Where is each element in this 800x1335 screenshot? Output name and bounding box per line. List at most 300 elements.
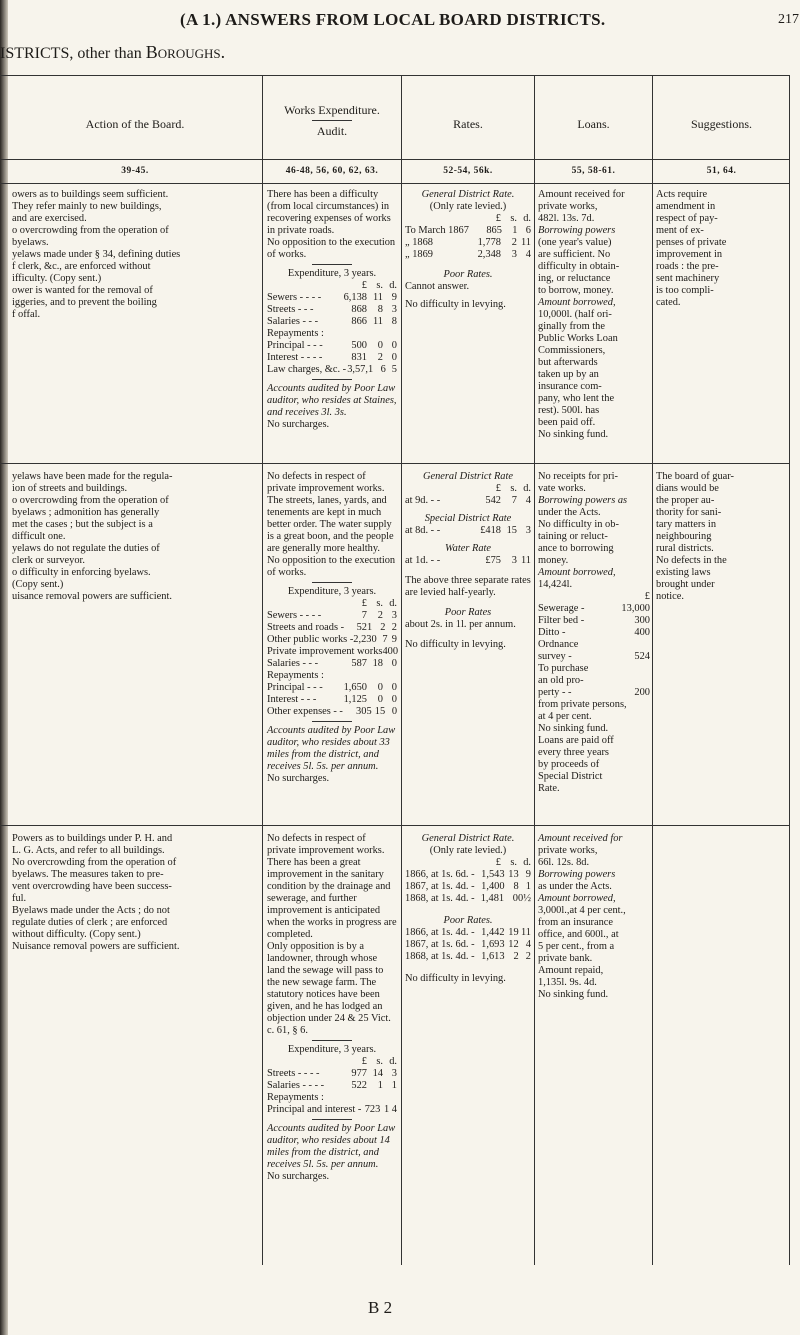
row1-action-line: iggeries, and to prevent the boiling	[12, 297, 157, 308]
row3-loans-line: 1,135l. 9s. 4d.	[538, 977, 597, 988]
row3-exp-item	[267, 1068, 397, 1080]
row3-works-rule	[312, 1040, 352, 1041]
rate-pence: 3	[525, 525, 531, 536]
row2-action-line: uisance removal powers are sufficient.	[12, 591, 172, 602]
row2-loans-line: every three years	[538, 747, 609, 758]
unit-pence: d.	[389, 1056, 397, 1067]
rate-label: „ 1868	[405, 237, 433, 248]
rate-pounds: 2,348	[477, 249, 501, 260]
exp-pence: 0	[391, 706, 398, 717]
ref-loans: 55, 58-61.	[571, 166, 616, 176]
row2-exp-units	[267, 598, 397, 610]
rate-label: 1866, at 1s. 4d. -	[405, 927, 475, 938]
row2-works-body: The streets, lanes, yards, and tenements are kept in much better order. The water supply is a great boon, and the people are generally more healthy.	[267, 495, 394, 554]
row2-action	[12, 471, 258, 603]
exp-pounds: 522	[351, 1080, 367, 1091]
row1-poor-title: Poor Rates.	[443, 269, 493, 280]
row1-loans-line: pany, who lent the	[538, 393, 615, 404]
row2-loans-line: taining or reluct-	[538, 531, 608, 542]
col-heading-works-top: Works Expenditure.	[284, 103, 380, 117]
col-heading-works-rule	[312, 120, 352, 121]
row1-loans-line: Public Works Loan	[538, 333, 618, 344]
row2-loans-line: No difficulty in ob-	[538, 519, 619, 530]
exp-label: Salaries - - -	[267, 316, 319, 327]
loan-label: Filter bed -	[538, 615, 585, 626]
loan-amount: 400	[634, 627, 650, 638]
exp-pounds: 1,125	[343, 694, 367, 705]
row2-action-line: clerk or surveyor.	[12, 555, 85, 566]
row1-rates-units	[405, 213, 531, 225]
row3-works-intro: No defects in respect of private improvement works.	[267, 833, 385, 856]
rate-label: at 8d. - -	[405, 525, 441, 536]
exp-pounds: 977	[351, 1068, 367, 1079]
exp-label: Repayments :	[267, 670, 324, 681]
row1-sugg-line: cated.	[656, 297, 681, 308]
rate-label: at 1d. - -	[405, 555, 441, 566]
row2-exp-item	[267, 658, 397, 670]
row2-loans-line: Amount borrowed,	[538, 567, 616, 578]
col-divider-1	[262, 75, 263, 1265]
exp-pence: 0	[391, 352, 397, 363]
col-divider-4	[652, 75, 653, 1265]
row3-loans-line: Amount borrowed,	[538, 893, 616, 904]
row2-sugg-line: thority for sani-	[656, 507, 722, 518]
subtitle-emph: Boroughs.	[145, 42, 226, 62]
row2-water-title: Water Rate	[444, 543, 492, 554]
row3-action-line: regulate duties of clerk ; are enforced	[12, 917, 168, 928]
exp-label: Sewers - - - -	[267, 292, 322, 303]
exp-pence: 2	[391, 622, 397, 633]
row2-sugg-line: No defects in the	[656, 555, 727, 566]
exp-pence: 4	[391, 1104, 397, 1115]
row1-sugg-line: is too compli-	[656, 285, 714, 296]
rate-pence: 1	[525, 881, 531, 892]
exp-shillings: 1	[384, 1104, 390, 1115]
row1-rates-title: General District Rate.	[421, 189, 515, 200]
row1-action-line: f offal.	[12, 309, 41, 320]
row3-action-line: No overcrowding from the operation of	[12, 857, 177, 868]
row1-rates	[405, 189, 531, 311]
row1-works-rule	[312, 264, 352, 265]
col-divider-3	[534, 75, 535, 1265]
rate-pounds: 1,778	[477, 237, 501, 248]
rate-pounds: 1,543	[481, 869, 505, 880]
row2-loan-unit	[538, 591, 650, 603]
row2-works	[267, 471, 397, 785]
exp-shillings: 0	[377, 694, 383, 705]
row2-loans-line: No receipts for pri-	[538, 471, 618, 482]
exp-pence: 9	[391, 634, 397, 645]
exp-shillings: 11	[372, 292, 383, 303]
row1-works-intro: There has been a difficulty (from local circumstances) in recovering expenses of works in private roads.	[267, 189, 391, 236]
ref-suggestions: 51, 64.	[706, 166, 737, 176]
row3-exp-units	[267, 1056, 397, 1068]
row1-action-line: yelaws made under § 34, defining duties	[12, 249, 181, 260]
row2-loans-line: 14,424l.	[538, 579, 573, 590]
exp-pounds: 1,650	[343, 682, 367, 693]
exp-pounds: 868	[351, 304, 367, 315]
row2-exp-item	[267, 646, 397, 658]
row1-loans	[538, 189, 650, 441]
row3-loans-line: No sinking fund.	[538, 989, 609, 1000]
row2-loan-item	[538, 675, 650, 687]
rate-pounds: 1,442	[481, 927, 505, 938]
exp-label: Principal - - -	[267, 340, 323, 351]
exp-pence: 0	[391, 340, 397, 351]
row2-loans-line: Loans are paid off	[538, 735, 614, 746]
rate-pence: 4	[525, 939, 531, 950]
row2-loans-line: from private persons,	[538, 699, 627, 710]
exp-pence: 3	[391, 304, 397, 315]
row2-sugg-line: dians would be	[656, 483, 719, 494]
rate-label: at 9d. - -	[405, 495, 441, 506]
row2-action-line: (Copy sent.)	[12, 579, 64, 590]
exp-shillings: 2	[377, 610, 383, 621]
rate-shillings: 15	[506, 525, 517, 536]
row1-sugg-line: roads : the pre-	[656, 261, 719, 272]
row3-loans-line: 3,000l.,at 4 per cent.,	[538, 905, 626, 916]
row1-loans-line: ing, or reluctance	[538, 273, 611, 284]
row3-exp-title: Expenditure, 3 years.	[287, 1044, 377, 1055]
row1-surcharge: No surcharges.	[267, 419, 330, 430]
rate-label: 1866, at 1s. 6d. -	[405, 869, 475, 880]
row3-rates-diff: No difficulty in levying.	[405, 973, 506, 984]
exp-pounds: 4	[382, 646, 388, 657]
col-divider-2	[401, 75, 402, 1265]
page-title: (A 1.) ANSWERS FROM LOCAL BOARD DISTRICTS.	[180, 10, 606, 29]
row1-loans-line: difficulty in obtain-	[538, 261, 620, 272]
loan-amount: 13,000	[621, 603, 650, 614]
exp-label: Private improvement works	[267, 646, 383, 657]
rate-pounds: 865	[486, 225, 502, 236]
unit-pence: d.	[523, 213, 531, 224]
row2-loans	[538, 471, 650, 795]
row1-loans-line: taken up by an	[538, 369, 599, 380]
row2-loan-item	[538, 651, 650, 663]
row2-rate-item	[405, 555, 531, 567]
row2-exp-item	[267, 694, 397, 706]
exp-pounds: 500	[351, 340, 367, 351]
ref-action: 39-45.	[121, 166, 149, 176]
row1-loans-line: Commissioners,	[538, 345, 606, 356]
row2-poor-title: Poor Rates	[444, 607, 492, 618]
exp-shillings: 0	[377, 682, 383, 693]
row2-action-line: ion of streets and buildings.	[12, 483, 128, 494]
loan-amount: 524	[634, 651, 650, 662]
row3-works	[267, 833, 397, 1183]
rate-label: 1868, at 1s. 4d. -	[405, 951, 475, 962]
exp-label: Principal - - -	[267, 682, 323, 693]
row2-audit: Accounts audited by Poor Law auditor, who resides about 33 miles from the district, and receives 5l. 5s. per annum.	[267, 725, 396, 772]
exp-pounds: 521	[356, 622, 373, 633]
row1-rate-item	[405, 237, 531, 249]
exp-shillings: 1	[377, 1080, 383, 1091]
row2-works-rule	[312, 582, 352, 583]
subtitle-prefix: ISTRICTS, other than	[0, 45, 146, 62]
row2-loan-item	[538, 639, 650, 651]
row1-exp-item	[267, 352, 397, 364]
row1-sugg-line: improvement in	[656, 249, 723, 260]
rate-pence: 4	[525, 249, 531, 260]
row1-works-rule-2	[312, 379, 352, 380]
row3-poor-item	[405, 951, 531, 963]
row1-rate-item	[405, 225, 531, 237]
row2-poor-text: about 2s. in 1l. per annum.	[405, 619, 516, 630]
rate-shillings: 1	[512, 225, 518, 236]
rate-shillings: 19	[508, 927, 519, 938]
row3-rate-item	[405, 869, 531, 881]
rate-label: 1868, at 1s. 4d. -	[405, 893, 475, 904]
row2-rates-units	[405, 483, 531, 495]
row2-surcharge: No surcharges.	[267, 773, 330, 784]
row1-exp-item	[267, 340, 397, 352]
exp-label: Salaries - - -	[267, 658, 319, 669]
rate-shillings: 13	[508, 869, 519, 880]
unit-pounds: £	[495, 213, 501, 224]
unit-pounds: £	[495, 857, 501, 868]
page-number: 217	[778, 12, 799, 27]
row2-loans-line: No sinking fund.	[538, 723, 609, 734]
row3-rates-sub: (Only rate levied.)	[429, 845, 507, 856]
rate-pounds: 542	[485, 495, 501, 506]
row2-exp-title: Expenditure, 3 years.	[287, 586, 377, 597]
row3-works-body: There has been a great improvement in the sanitary condition by the drainage and sewerage, and further improvement is anticipated when the works in progress are completed.	[267, 857, 397, 940]
row1-action-line: f clerk, &c., are enforced without	[12, 261, 151, 272]
ref-rates: 52-54, 56k.	[443, 166, 493, 176]
exp-pence: 0	[392, 646, 399, 657]
row2-loan-item	[538, 663, 650, 675]
row2-loans-line: Borrowing powers as	[538, 495, 628, 506]
row2-loans-line: vate works.	[538, 483, 586, 494]
rate-pounds: £75	[485, 555, 501, 566]
row2-exp-item	[267, 670, 397, 682]
rate-shillings: 12	[508, 939, 519, 950]
exp-shillings: 0	[377, 340, 383, 351]
exp-label: Other expenses - -	[267, 706, 343, 717]
row2-sugg-line: the proper au-	[656, 495, 715, 506]
row1-rate-item	[405, 249, 531, 261]
row2-sugg-line: neighbouring	[656, 531, 712, 542]
row2-sugg-line: rural districts.	[656, 543, 714, 554]
rate-pence: 11	[520, 927, 531, 938]
row2-action-line: o difficulty in enforcing byelaws.	[12, 567, 151, 578]
row1-exp-title: Expenditure, 3 years.	[287, 268, 377, 279]
row3-loans	[538, 833, 650, 1001]
loan-amount: 300	[634, 615, 650, 626]
row1-exp-item	[267, 304, 397, 316]
loan-label: survey -	[538, 651, 572, 662]
unit-shillings: s.	[376, 1056, 383, 1067]
row3-action-line: byelaws. The measures taken to pre-	[12, 869, 164, 880]
row2-rates-note: The above three separate rates are levied half-yearly.	[405, 575, 531, 598]
row1-rates-sub: (Only rate levied.)	[429, 201, 507, 212]
exp-pounds: 305	[356, 706, 372, 717]
rate-shillings: 8	[513, 881, 519, 892]
rate-label: To March 1867	[405, 225, 469, 236]
row3-loans-line: Borrowing powers	[538, 869, 616, 880]
col-heading-works-bottom: Audit.	[316, 124, 348, 138]
rate-pence: 0½	[518, 893, 531, 904]
row3-loans-line: Amount received for	[538, 833, 623, 844]
row3-poor-item	[405, 939, 531, 951]
exp-shillings: 15	[374, 706, 386, 717]
exp-label: Repayments :	[267, 1092, 324, 1103]
exp-pence: 5	[391, 364, 397, 375]
row1-action-line: ifficulty. (Copy sent.)	[12, 273, 102, 284]
unit-pence: d.	[389, 280, 397, 291]
row2-exp-item	[267, 622, 397, 634]
row1-sugg-line: amendment in	[656, 201, 716, 212]
row1-loans-line: 482l. 13s. 7d.	[538, 213, 595, 224]
row1-suggestions	[656, 189, 786, 309]
row3-poor-item	[405, 927, 531, 939]
row1-loans-line: private works,	[538, 201, 598, 212]
row1-loans-line: 10,000l. (half ori-	[538, 309, 612, 320]
row-rule-2	[0, 825, 790, 826]
row1-exp-units	[267, 280, 397, 292]
answers-table	[0, 75, 790, 1265]
unit-pounds: £	[361, 598, 367, 609]
ref-rule	[0, 183, 790, 184]
row1-loans-line: Amount received for	[538, 189, 625, 200]
exp-shillings: 6	[380, 364, 386, 375]
row3-action-line: Nuisance removal powers are sufficient.	[12, 941, 180, 952]
row1-loans-line: to borrow, money.	[538, 285, 614, 296]
row2-loans-line: ance to borrowing	[538, 543, 614, 554]
unit-shillings: s.	[376, 598, 383, 609]
rate-pounds: 1,400	[481, 881, 505, 892]
row2-action-line: byelaws ; admonition has generally	[12, 507, 160, 518]
row2-exp-item	[267, 706, 397, 718]
row3-poor-title: Poor Rates.	[443, 915, 493, 926]
row1-loans-line: been paid off.	[538, 417, 596, 428]
rate-label: 1867, at 1s. 6d. -	[405, 939, 475, 950]
row3-loans-line: private works,	[538, 845, 598, 856]
row3-exp-item	[267, 1080, 397, 1092]
exp-pence: 3	[391, 610, 397, 621]
row3-action-line: vent overcrowding have been success-	[12, 881, 172, 892]
row3-rate-item	[405, 893, 531, 905]
exp-label: Law charges, &c. -	[267, 364, 347, 375]
col-heading-suggestions: Suggestions.	[690, 117, 752, 131]
exp-label: Streets - - -	[267, 304, 314, 315]
row3-rates	[405, 833, 531, 985]
row2-loans-line: money.	[538, 555, 569, 566]
exp-pounds: 7	[361, 610, 367, 621]
exp-pounds: 723	[364, 1104, 381, 1115]
exp-label: Interest - - -	[267, 694, 317, 705]
row2-works-intro: No defects in respect of private improvement works.	[267, 471, 385, 494]
loan-amount: 200	[634, 687, 650, 698]
row2-rates-diff: No difficulty in levying.	[405, 639, 506, 650]
row2-action-line: o overcrowding from the operation of	[12, 495, 169, 506]
unit-shillings: s.	[510, 213, 517, 224]
exp-shillings: 2	[380, 622, 386, 633]
exp-label: Interest - - - -	[267, 352, 323, 363]
row2-rate-item	[405, 525, 531, 537]
row2-loan-item	[538, 627, 650, 639]
exp-pounds: 866	[351, 316, 367, 327]
row1-loans-line: are sufficient. No	[538, 249, 611, 260]
row3-action-line: without difficulty. (Copy sent.)	[12, 929, 141, 940]
row1-loans-line: (one year's value)	[538, 237, 612, 248]
row2-loan-item	[538, 687, 650, 699]
exp-pence: 3	[391, 1068, 397, 1079]
row2-exp-item	[267, 610, 397, 622]
row1-action-line: ower is wanted for the removal of	[12, 285, 153, 296]
row2-suggestions	[656, 471, 786, 603]
row2-sugg-line: tary matters in	[656, 519, 717, 530]
unit-shillings: s.	[510, 483, 517, 494]
ref-works: 46-48, 56, 60, 62, 63.	[285, 166, 379, 176]
row2-rate-item	[405, 495, 531, 507]
unit-pounds: £	[495, 483, 501, 494]
signature-mark: B 2	[368, 1298, 393, 1317]
row1-loans-line: rest). 500l. has	[538, 405, 600, 416]
loan-label: Sewerage -	[538, 603, 585, 614]
rate-pence: 2	[525, 951, 531, 962]
unit-shillings: s.	[510, 857, 517, 868]
row2-loan-item	[538, 615, 650, 627]
loan-label: an old pro-	[538, 675, 584, 686]
loan-label: Ordnance	[538, 639, 579, 650]
row2-loan-item	[538, 603, 650, 615]
col-divider-5	[789, 75, 790, 1265]
rate-shillings: 3	[511, 249, 517, 260]
row3-audit: Accounts audited by Poor Law auditor, who resides about 14 miles from the district, and receives 5l. 5s. per annum.	[267, 1123, 396, 1170]
row1-loans-line: but afterwards	[538, 357, 598, 368]
unit-pence: d.	[523, 857, 531, 868]
col-heading-action: Action of the Board.	[85, 117, 185, 131]
rate-pence: 4	[525, 495, 531, 506]
row2-action-line: met the cases ; but the subject is a	[12, 519, 153, 530]
row3-action-line: ful.	[12, 893, 27, 904]
row2-works-opp: No opposition to the execution of works.	[267, 555, 396, 578]
exp-label: Principal and interest -	[267, 1104, 362, 1115]
rate-pounds: 1,613	[481, 951, 505, 962]
row1-loans-line: Borrowing powers	[538, 225, 616, 236]
row1-sugg-line: ment of ex-	[656, 225, 704, 236]
rate-shillings: 2	[511, 237, 517, 248]
exp-pence: 0	[391, 682, 397, 693]
section-subtitle	[0, 42, 225, 63]
row3-loans-line: office, and 600l., at	[538, 929, 619, 940]
row1-rates-diff: No difficulty in levying.	[405, 299, 506, 310]
exp-pence: 0	[391, 658, 397, 669]
rate-pounds: £418	[480, 525, 501, 536]
rate-pence: 11	[520, 237, 531, 248]
rate-pounds: 1,481	[480, 893, 505, 904]
exp-label: Streets and roads -	[267, 622, 345, 633]
row1-sugg-line: Acts require	[656, 189, 708, 200]
row2-loans-line: at 4 per cent.	[538, 711, 592, 722]
exp-shillings: 18	[372, 658, 383, 669]
row1-action-line: They refer mainly to new buildings,	[12, 201, 162, 212]
exp-label: Other public works -	[267, 634, 354, 645]
exp-shillings: 2	[377, 352, 383, 363]
row2-rates-title: General District Rate	[422, 471, 514, 482]
row2-action-line: difficult one.	[12, 531, 66, 542]
row1-action-line: byelaws.	[12, 237, 49, 248]
row1-poor-text: Cannot answer.	[405, 281, 470, 292]
row1-action-line: and are exercised.	[12, 213, 87, 224]
exp-shillings: 0	[387, 646, 393, 657]
row1-exp-item	[267, 364, 397, 376]
row1-works-opp: No opposition to the execution of works.	[267, 237, 396, 260]
exp-shillings: 8	[377, 304, 383, 315]
row2-exp-item	[267, 682, 397, 694]
row2-sugg-line: existing laws	[656, 567, 711, 578]
